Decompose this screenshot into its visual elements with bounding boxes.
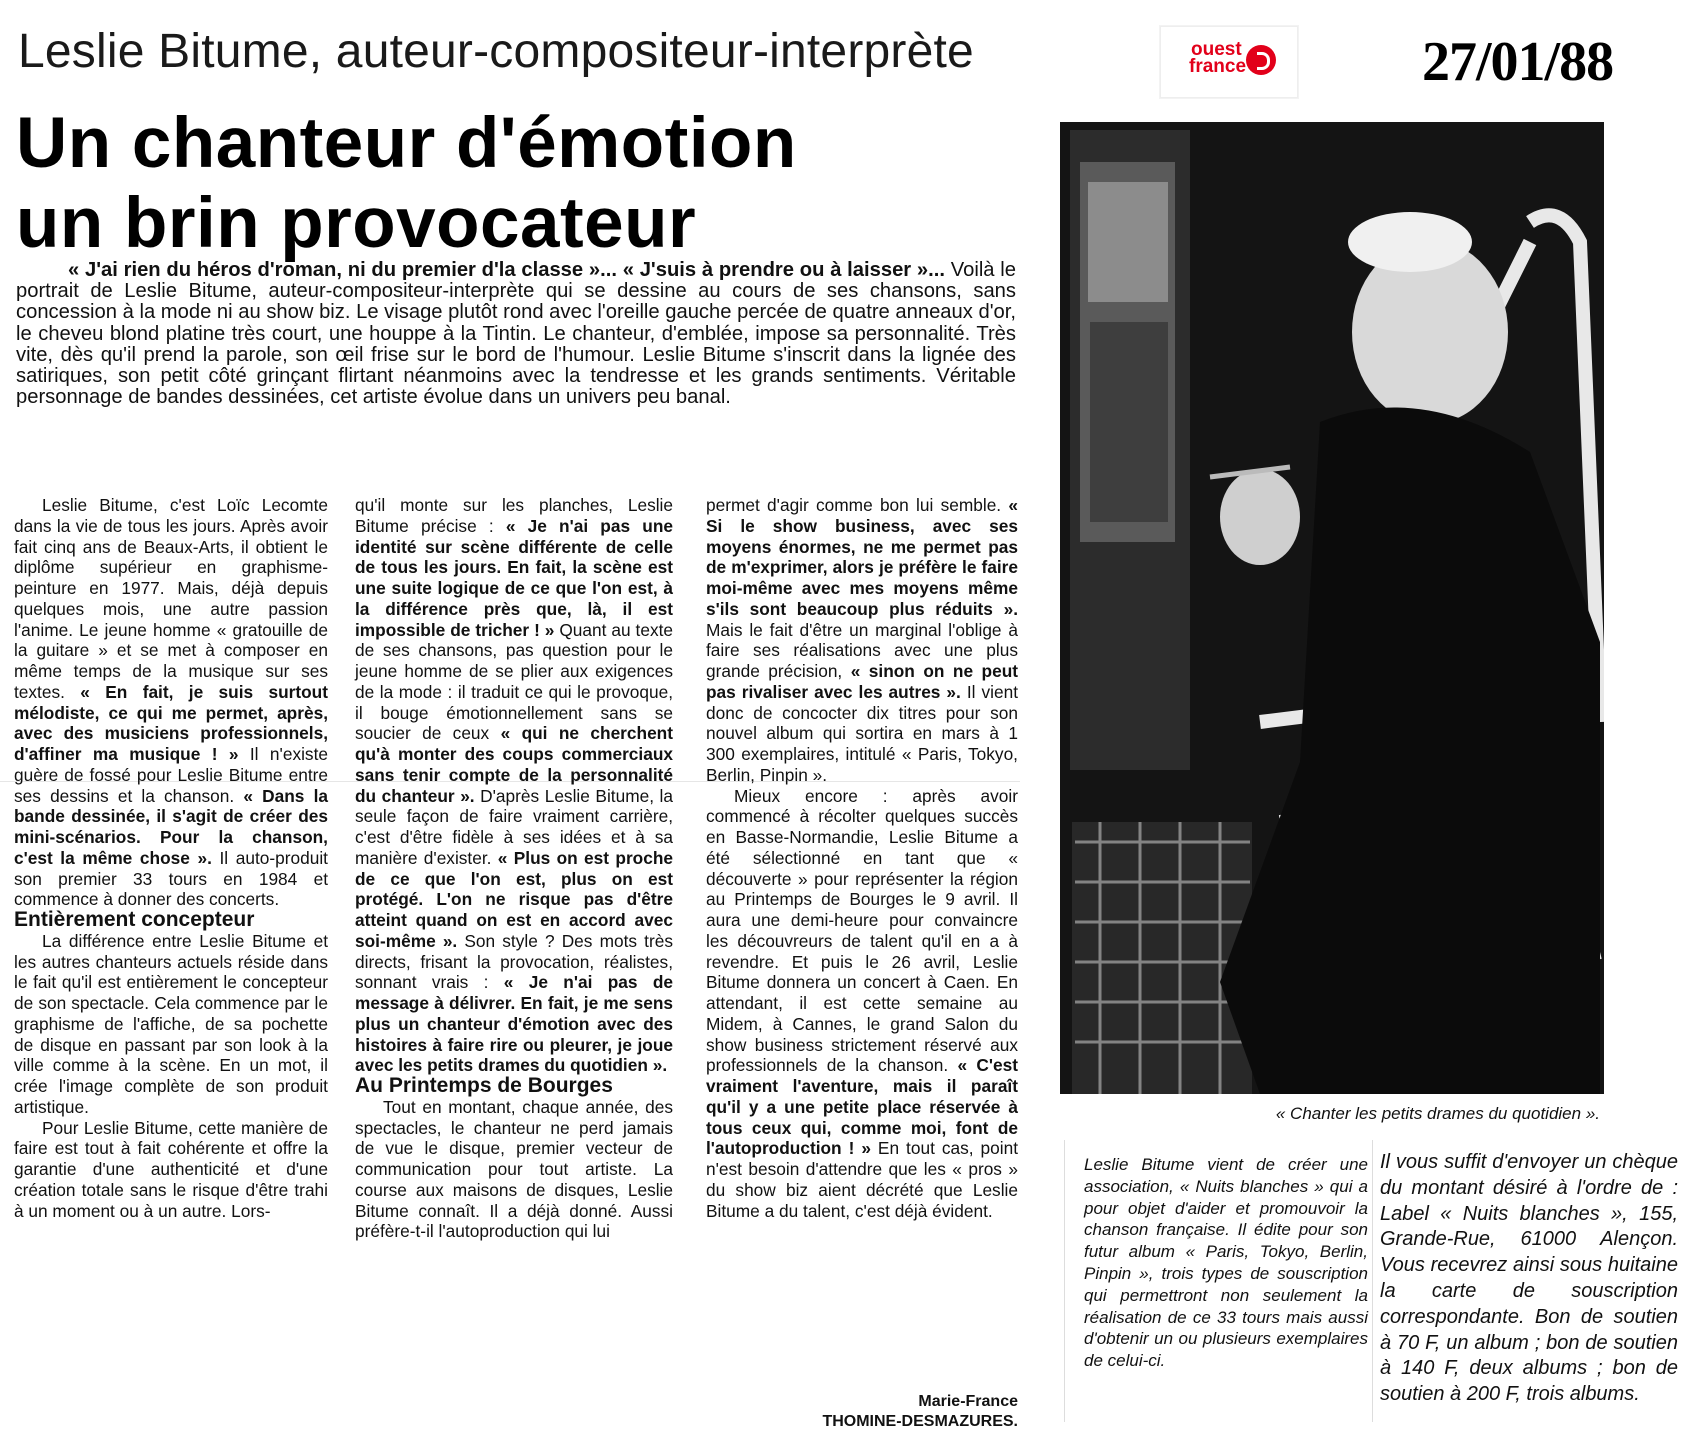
quote-run: « C'est vraiment l'aventure, mais il paraît qu'il y a une petite place réservée à tous ceux qui, comme moi, font de l'autoproduction ! » bbox=[706, 1055, 1018, 1159]
artist-photo bbox=[1060, 122, 1604, 1094]
author-last-name: THOMINE-DESMAZURES. bbox=[822, 1413, 1018, 1430]
quote-run: « Je n'ai pas de message à délivrer. En fait, je me sens plus un chanteur d'émotion avec des histoires à faire rire ou pleurer, je joue avec les petits drames du quotidien ». bbox=[355, 972, 673, 1076]
subheading-bourges: Au Printemps de Bourges bbox=[355, 1074, 613, 1097]
logo-text-ouest: ouest bbox=[1191, 39, 1242, 60]
article-column-1 bbox=[14, 495, 328, 1221]
text-run: Quant au texte de ses chansons, pas question pour le jeune homme de se plier aux exigences de la mode : il traduit ce qui le provoque, il bouge émotionnellement sans se soucier de ceux bbox=[355, 619, 673, 744]
headline-line-1: Un chanteur d'émotion bbox=[16, 104, 797, 183]
intro-quote: « J'ai rien du héros d'roman, ni du premier d'la classe »... « J'suis à prendre ou à laisser »... bbox=[68, 259, 945, 281]
intro-paragraph bbox=[16, 260, 1016, 408]
col3-paragraph-1 bbox=[706, 495, 1018, 786]
quote-run: « Je n'ai pas une identité sur scène différente de celle de tous les jours. En fait, la scène est une suite logique de ce que l'on est, à la différence près que, là, il est impossible de tricher ! » bbox=[355, 515, 673, 640]
quote-run: « sinon on ne peut pas rivaliser avec les autres ». bbox=[706, 661, 1019, 702]
col1-paragraph-2: La différence entre Leslie Bitume et les autres chanteurs actuels réside dans le fait qu'il est entièrement le concepteur de son spectacle. Cela commence par le graphisme de l'affiche, de sa pochette de disque en passant par son look à la ville comme à la scène. En un mot, il crée l'image complète de son produit artistique. bbox=[14, 930, 328, 1117]
headline-line-2: un brin provocateur bbox=[16, 184, 697, 263]
text-run: Mais le fait d'être un marginal l'oblige à faire ses réalisations avec une plus grande précision, bbox=[706, 619, 1018, 681]
col1-paragraph-1 bbox=[14, 495, 328, 910]
author-first-name: Marie-France bbox=[918, 1393, 1018, 1410]
col2-paragraph-2: Tout en montant, chaque année, des spectacles, le chanteur ne perd jamais de vue le disque, premier vecteur de communication pour tout artiste. La course aux maisons de disques, Leslie Bitume connaît. Il a déjà donné. Aussi préfère-t-il l'autoproduction qui lui bbox=[355, 1096, 673, 1242]
col3-paragraph-2 bbox=[706, 786, 1018, 1222]
article-column-2 bbox=[355, 495, 673, 1242]
article-column-3 bbox=[706, 495, 1018, 1221]
text-run: permet d'agir comme bon lui semble. bbox=[706, 495, 1009, 515]
logo-text-france: france bbox=[1189, 56, 1247, 77]
publication-date: 27/01/88 bbox=[1422, 31, 1614, 93]
quote-run: « Plus on est proche de ce que l'on est, plus on est protégé. L'on ne risque pas d'être atteint quand on est en accord avec soi-même ». bbox=[355, 847, 673, 951]
photo-illustration bbox=[1060, 122, 1604, 1094]
ouest-france-logo bbox=[1160, 26, 1298, 98]
text-run: Leslie Bitume, c'est Loïc Lecomte dans la vie de tous les jours. Après avoir fait cinq ans de Beaux-Arts, il obtient le diplôme supérieur en graphisme-peinture en 1977. Mais, déjà depuis quelques mois, une autre passion l'anime. Le jeune homme « gratouille de la guitare » et se met à composer en même temps de la musique sur ses textes. bbox=[14, 495, 328, 702]
intro-text: Voilà le portrait de Leslie Bitume, auteur-compositeur-interprète qui se dessine au cours de ses chansons, sans concession à la mode ni au show biz. Le visage plutôt rond avec l'oreille gauche percée de quatre anneaux d'or, le cheveu blond platine très court, une houppe à la Tintin. Le chanteur, d'emblée, impose sa personnalité. Très vite, dès qu'il prend la parole, son œil frise sur le bord de l'humour. Leslie Bitume s'inscrit dans la lignée des satiriques, son petit côté grinçant flirtant néanmoins avec la tendresse et les grands sentiments. Véritable personnage de bandes dessinées, cet artiste évolue dans un univers peu banal. bbox=[16, 259, 1016, 409]
text-run: Mieux encore : après avoir commencé à récolter quelques succès en Basse-Normandie, Leslie Bitume a été sélectionné en tant que « découverte » pour représenter la région au Printemps de Bourges le 9 avril. Il aura une demi-heure pour convaincre les découvreurs de talent qu'il en a à revendre. Et puis le 26 avril, Leslie Bitume donnera un concert à Caen. En attendant, il est cette semaine au Midem, à Cannes, le grand Salon du show business strictement réservé aux professionnels de la chanson. bbox=[706, 785, 1018, 1076]
quote-run: « Si le show business, avec ses moyens énormes, ne me permet pas de m'exprimer, alors je préfère le faire moi-même avec mes moyens même s'ils sont beaucoup plus réduits ». bbox=[706, 495, 1018, 619]
col1-paragraph-3: Pour Leslie Bitume, cette manière de faire est tout à fait cohérente et offre la garantie d'une authenticité et d'une création totale sans le risque d'être trahi à un moment ou à un autre. Lors- bbox=[14, 1117, 328, 1221]
quote-run: « En fait, je suis surtout mélodiste, ce qui me permet, après, avec des musiciens professionnels, d'affiner ma musique ! » bbox=[14, 681, 328, 764]
text-run: Il vient donc de concocter dix titres pour son nouvel album qui sortira en mars à 1 300 exemplaires, intitulé « Paris, Tokyo, Berlin, Pinpin ». bbox=[706, 681, 1018, 785]
association-box-right: Il vous suffit d'envoyer un chèque du montant désiré à l'ordre de : Label « Nuits blanches », 155, Grande-Rue, 61000 Alençon. Vous recevrez ainsi sous huitaine la carte de souscription correspondante. Bon de soutien à 70 F, un album ; bon de soutien à 140 F, deux albums ; bon de soutien à 200 F, trois albums. bbox=[1380, 1151, 1678, 1406]
author-signature bbox=[750, 1392, 1018, 1432]
headline bbox=[16, 104, 797, 264]
association-box-left: Leslie Bitume vient de créer une association, « Nuits blanches » qui a pour objet d'aider et promouvoir la chanson française. Il édite pour son futur album « Paris, Tokyo, Berlin, Pinpin », trois types de souscription qui permettront non seulement la réalisation de ce 33 tours mais aussi d'obtenir un ou plusieurs exemplaires de celui-ci. bbox=[1084, 1155, 1368, 1371]
col2-paragraph-1 bbox=[355, 495, 673, 1076]
text-run: qu'il monte sur les planches, Leslie Bitume précise : bbox=[355, 495, 673, 536]
logo-mark-icon bbox=[1246, 45, 1276, 75]
text-run: Il auto-produit son premier 33 tours en 1984 et commence à donner des concerts. bbox=[14, 847, 328, 910]
text-run: D'après Leslie Bitume, la seule façon de faire vraiment carrière, c'est d'être fidèle à ses idées et à sa manière d'exister. bbox=[355, 785, 674, 868]
text-run: En tout cas, point n'est besoin d'attendre que les « pros » du show biz aient décrété que Leslie Bitume a du talent, c'est déjà évident. bbox=[706, 1138, 1018, 1221]
quote-run: « qui ne cherchent qu'à monter des coups commerciaux sans tenir compte de la personnalité du chanteur ». bbox=[355, 723, 673, 806]
article-kicker: Leslie Bitume, auteur-compositeur-interprète bbox=[18, 25, 974, 78]
text-run: Il n'existe guère de fossé pour Leslie Bitume entre ses dessins et la chanson. bbox=[14, 744, 328, 806]
photo-caption: « Chanter les petits drames du quotidien ». bbox=[1275, 1104, 1600, 1123]
subheading-concepteur: Entièrement concepteur bbox=[14, 908, 255, 931]
quote-run: « Dans la bande dessinée, il s'agit de créer des mini-scénarios. Pour la chanson, c'est la même chose ». bbox=[14, 785, 328, 868]
text-run: Son style ? Des mots très directs, frisant la provocation, réalistes, sonnant vrais : bbox=[355, 930, 673, 993]
